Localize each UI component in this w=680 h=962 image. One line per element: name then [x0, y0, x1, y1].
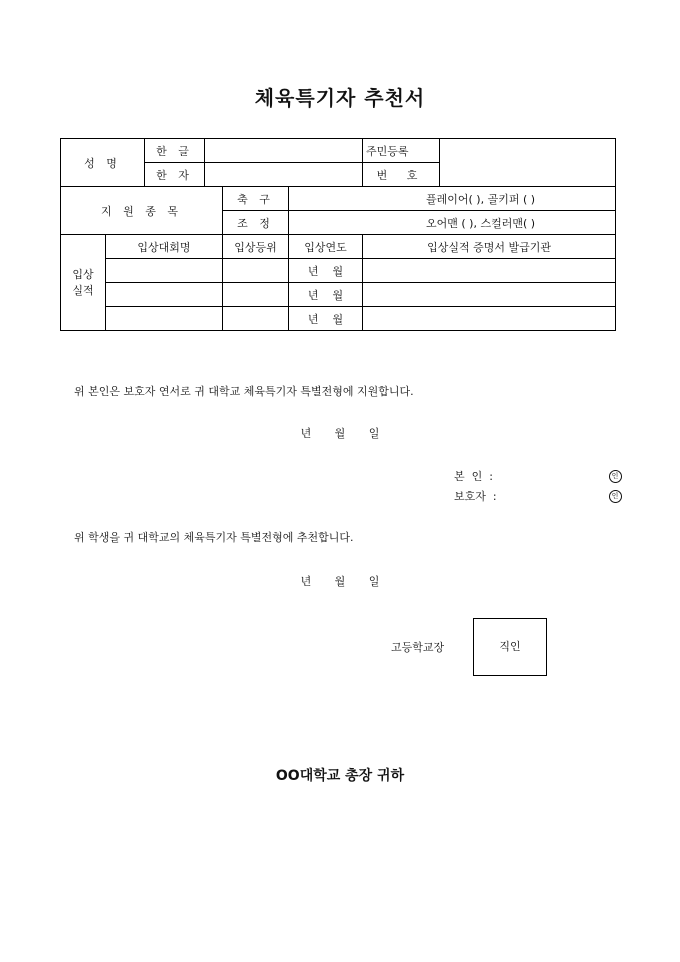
award-year-field[interactable]: 년 월: [289, 259, 363, 283]
table-row: [61, 307, 616, 331]
hangul-label: 한 글: [145, 139, 205, 163]
award-rank-field[interactable]: [223, 307, 289, 331]
award-competition-field[interactable]: [106, 259, 223, 283]
award-issuer-field[interactable]: [363, 283, 616, 307]
sport-name-soccer: 축 구: [223, 187, 289, 211]
sport-label: 지 원 종 목: [61, 187, 223, 235]
award-issuer-field[interactable]: [363, 259, 616, 283]
guardian-signature-label: 보호자 :: [454, 490, 497, 503]
sport-options-soccer[interactable]: 플레이어( ), 골키퍼 ( ): [289, 187, 616, 211]
award-issuer-field[interactable]: [363, 307, 616, 331]
official-seal-box[interactable]: [473, 618, 547, 676]
table-row: [61, 259, 616, 283]
seal-icon: 인: [609, 470, 622, 483]
principal-label: 고등학교장: [391, 641, 445, 654]
self-signature-label: 본 인 :: [454, 470, 493, 483]
official-seal-label: 직인: [499, 640, 521, 653]
awards-header-year: 입상연도: [289, 235, 363, 259]
applicant-date: 년 월 일: [300, 427, 380, 440]
award-rank-field[interactable]: [223, 283, 289, 307]
awards-header-competition: 입상대회명: [106, 235, 223, 259]
awards-label-line-1: 입상: [72, 267, 94, 281]
sport-options-rowing[interactable]: 오어맨 ( ), 스컬러맨( ): [289, 211, 616, 235]
seal-icon: 인: [609, 490, 622, 503]
guardian-seal-mark[interactable]: [608, 488, 622, 502]
award-competition-field[interactable]: [106, 307, 223, 331]
document-title: 체육특기자 추천서: [254, 86, 426, 110]
hanja-name-field[interactable]: [205, 163, 363, 187]
awards-header-rank: 입상등위: [223, 235, 289, 259]
recommendation-date: 년 월 일: [300, 575, 380, 588]
award-year-field[interactable]: 년 월: [289, 307, 363, 331]
award-competition-field[interactable]: [106, 283, 223, 307]
awards-label-line-2: 실적: [72, 283, 94, 297]
id-number-field[interactable]: [440, 139, 616, 187]
award-rank-field[interactable]: [223, 259, 289, 283]
award-year-field[interactable]: 년 월: [289, 283, 363, 307]
sport-name-rowing: 조 정: [223, 211, 289, 235]
recommendation-statement: 위 학생을 귀 대학교의 체육특기자 특별전형에 추천합니다.: [74, 531, 354, 544]
self-seal-mark[interactable]: [608, 468, 622, 482]
document-footer: OO대학교 총장 귀하: [275, 768, 405, 784]
hangul-name-field[interactable]: [205, 139, 363, 163]
awards-label: [61, 235, 106, 331]
hanja-label: 한 자: [145, 163, 205, 187]
name-label: 성 명: [61, 139, 145, 187]
id-number-label-1: 주민등록: [363, 139, 440, 163]
awards-header-issuer: 입상실적 증명서 발급기관: [363, 235, 616, 259]
applicant-statement: 위 본인은 보호자 연서로 귀 대학교 체육특기자 특별전형에 지원합니다.: [74, 385, 414, 398]
id-number-label-2: 번 호: [363, 163, 440, 187]
application-form-table: [60, 138, 616, 331]
table-row: [61, 283, 616, 307]
